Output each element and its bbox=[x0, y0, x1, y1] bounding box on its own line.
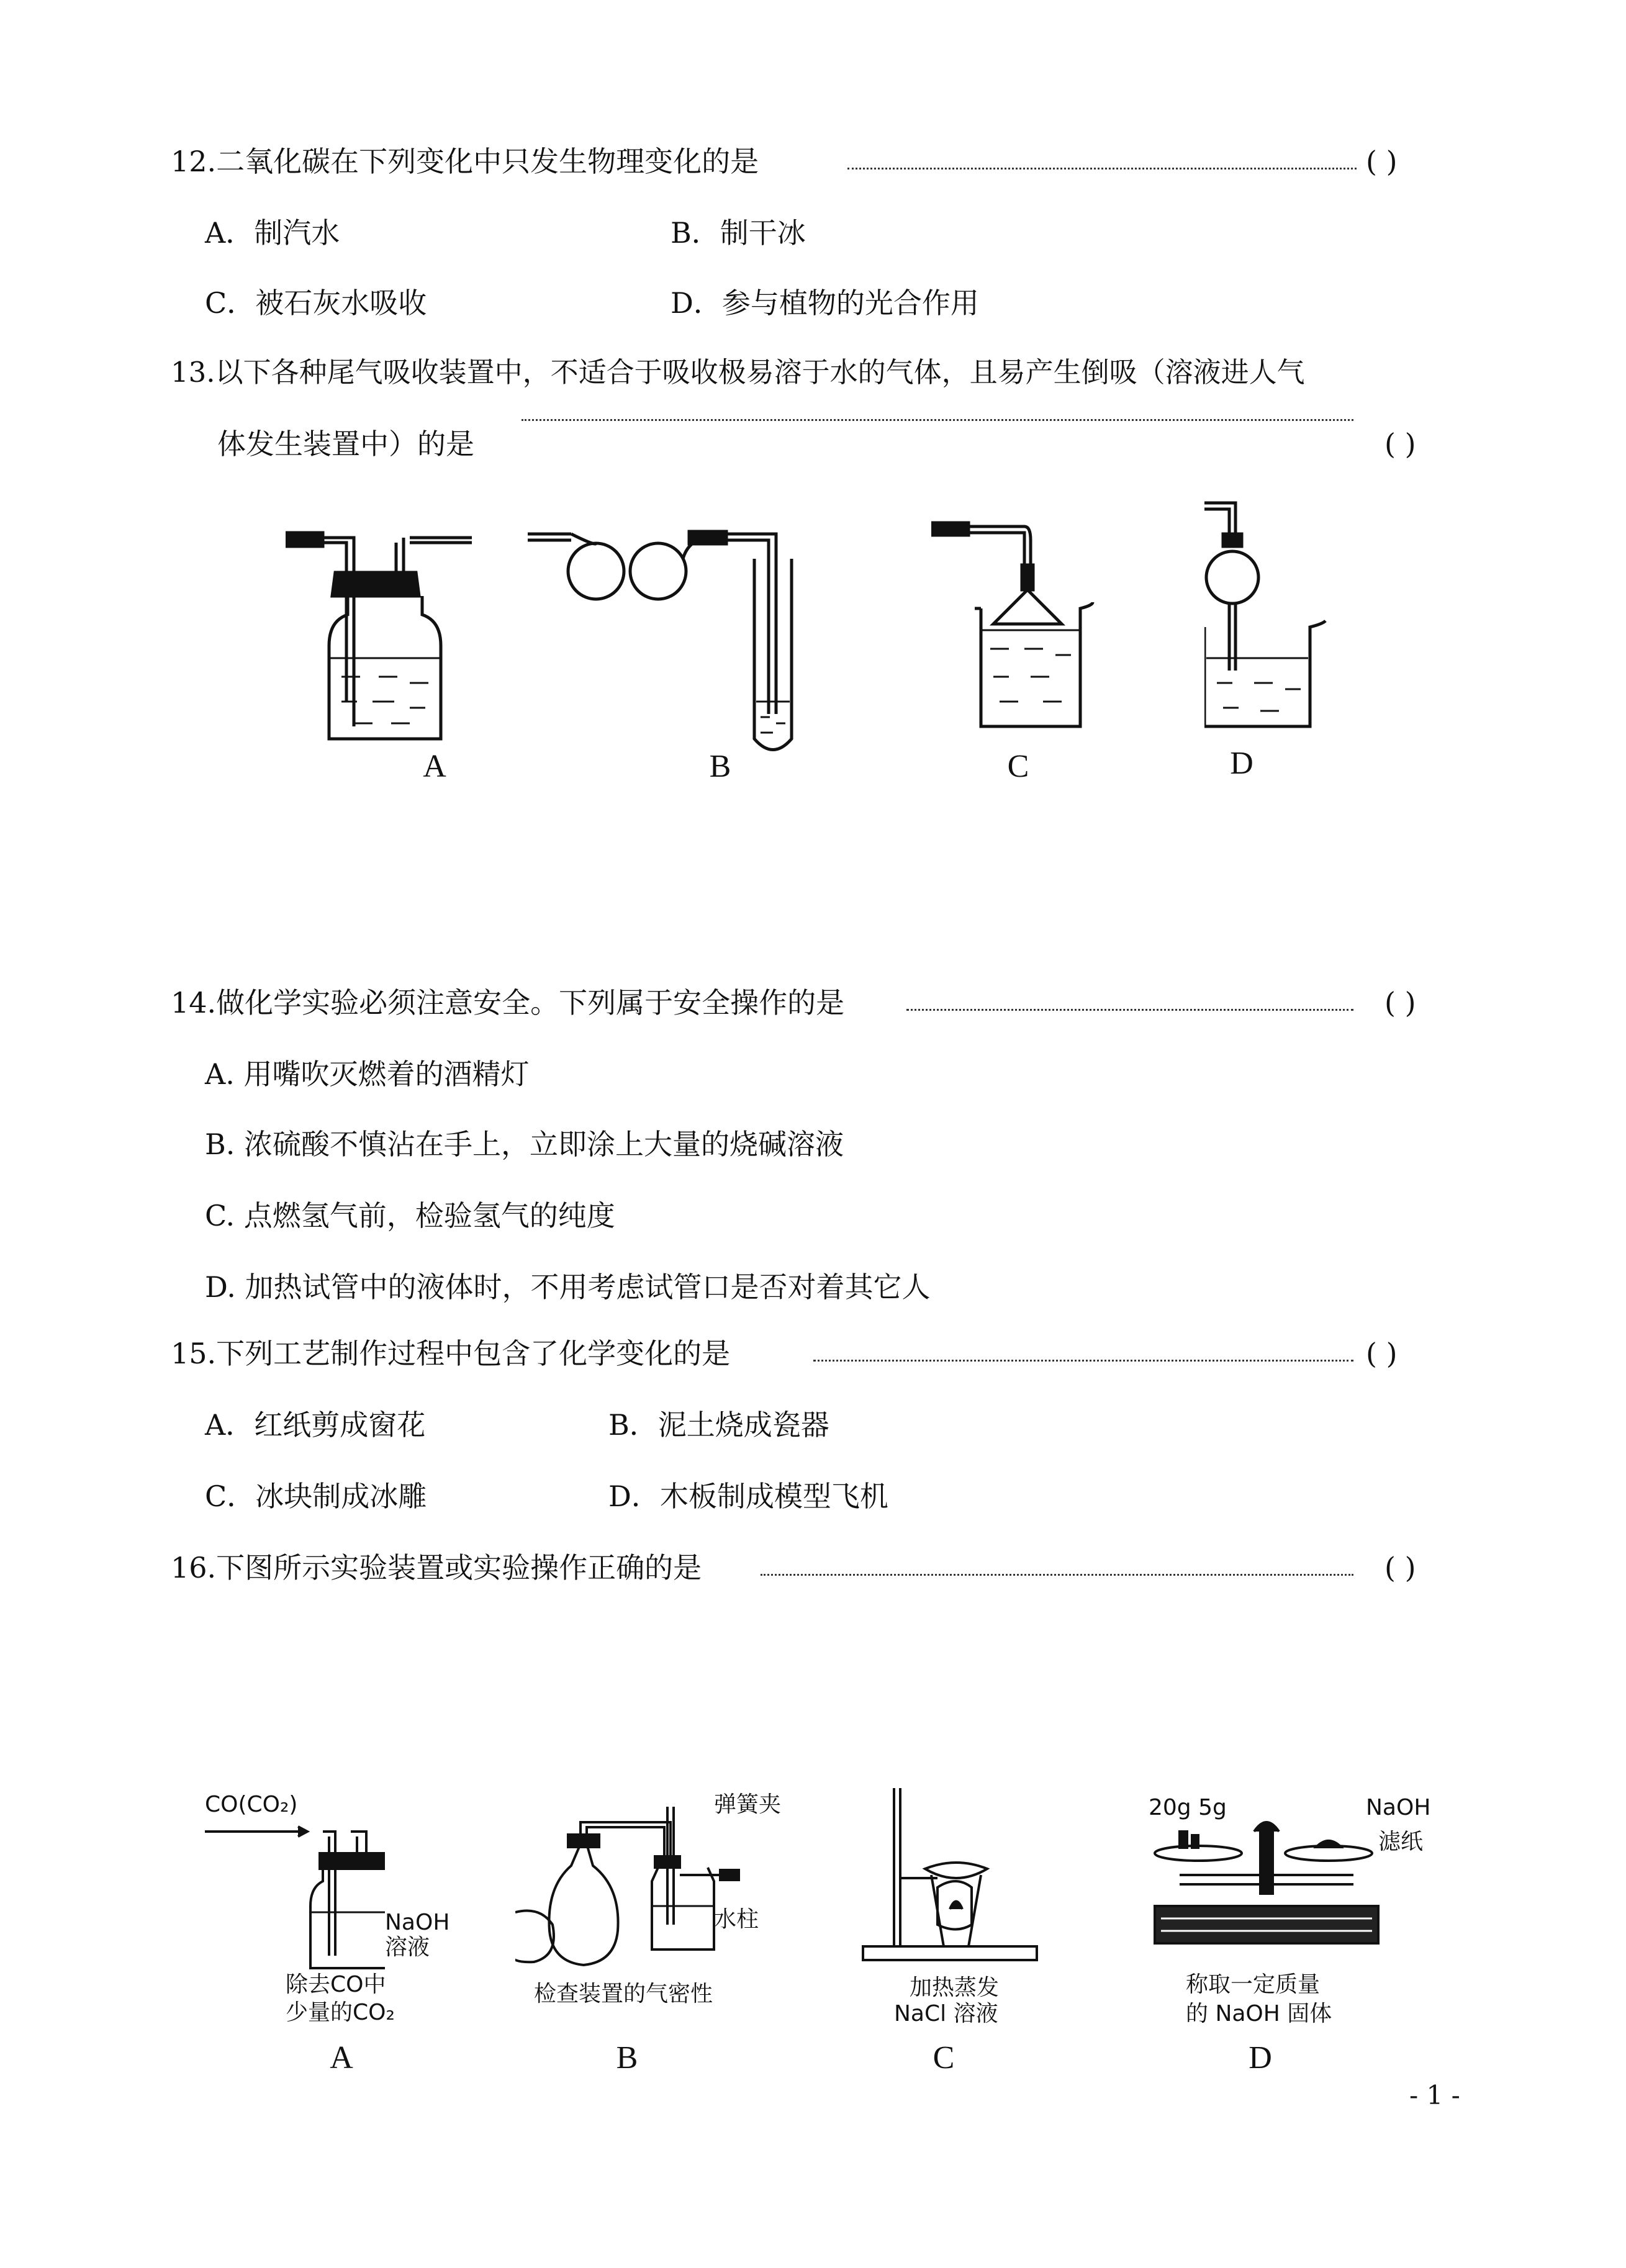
q16-dotted-leader bbox=[761, 1574, 1353, 1576]
q13-apparatus-a bbox=[286, 515, 497, 751]
q16d-caption-line1: 称取一定质量 bbox=[1186, 1972, 1321, 1997]
q15-stem: 15.下列工艺制作过程中包含了化学变化的是 bbox=[171, 1337, 731, 1370]
q13-apparatus-d bbox=[1204, 497, 1353, 745]
q15-option-d: D．木板制成模型飞机 bbox=[608, 1480, 888, 1513]
q16a-caption-line1: 除去CO中 bbox=[286, 1972, 386, 1997]
q13-label-b: B bbox=[709, 749, 731, 784]
q13-apparatus-c bbox=[931, 515, 1105, 751]
q16-apparatus-b bbox=[515, 1800, 776, 1981]
q14-option-d: D. 加热试管中的液体时，不用考虑试管口是否对着其它人 bbox=[205, 1270, 931, 1304]
q16d-naoh-label: NaOH bbox=[1366, 1795, 1431, 1820]
q16c-caption-line1: 加热蒸发 bbox=[910, 1975, 1000, 2000]
q16d-caption-line2: 的 NaOH 固体 bbox=[1186, 2001, 1332, 2026]
q16a-gas-label: CO(CO₂) bbox=[205, 1792, 298, 1817]
q15-option-b: B．泥土烧成瓷器 bbox=[608, 1408, 829, 1442]
q15-option-c: C．冰块制成冰雕 bbox=[205, 1480, 427, 1513]
q16-apparatus-a bbox=[199, 1819, 385, 1974]
q15-option-a: A．红纸剪成窗花 bbox=[205, 1408, 426, 1442]
q16-label-b: B bbox=[616, 2040, 638, 2076]
q16a-reagent-naoh: NaOH bbox=[385, 1910, 450, 1935]
q12-option-a: A．制汽水 bbox=[205, 216, 340, 250]
q16-label-c: C bbox=[933, 2040, 955, 2076]
q16a-reagent-solution: 溶液 bbox=[385, 1935, 430, 1960]
q12-option-d: D．参与植物的光合作用 bbox=[671, 286, 979, 320]
q16b-caption: 检查装置的气密性 bbox=[534, 1981, 713, 2007]
q14-dotted-leader bbox=[906, 1009, 1353, 1011]
q12-option-b: B．制干冰 bbox=[671, 216, 806, 250]
q15-answer-paren: ( ) bbox=[1366, 1337, 1398, 1370]
q14-answer-paren: ( ) bbox=[1384, 986, 1416, 1019]
q14-stem: 14.做化学实验必须注意安全。下列属于安全操作的是 bbox=[171, 986, 845, 1019]
q12-stem: 12.二氧化碳在下列变化中只发生物理变化的是 bbox=[171, 145, 759, 178]
q14-option-a: A. 用嘴吹灭燃着的酒精灯 bbox=[205, 1057, 530, 1091]
q16b-water-column-label: 水柱 bbox=[714, 1907, 759, 1932]
q13-stem-line2: 体发生装置中）的是 bbox=[217, 427, 474, 461]
q12-option-c: C．被石灰水吸收 bbox=[205, 286, 427, 320]
q13-apparatus-b bbox=[528, 509, 813, 757]
q16-stem: 16.下图所示实验装置或实验操作正确的是 bbox=[171, 1551, 702, 1584]
q13-answer-paren: ( ) bbox=[1384, 427, 1416, 461]
q16d-weights-label: 20g 5g bbox=[1149, 1795, 1227, 1820]
q12-answer-paren: ( ) bbox=[1366, 145, 1398, 178]
q16-label-a: A bbox=[330, 2040, 353, 2076]
page-number: - 1 - bbox=[1409, 2080, 1460, 2110]
q16b-spring-clip-label: 弹簧夹 bbox=[714, 1792, 782, 1817]
q13-dotted-leader bbox=[522, 419, 1353, 421]
q16d-filter-paper-label: 滤纸 bbox=[1378, 1829, 1424, 1855]
q13-label-d: D bbox=[1230, 746, 1253, 781]
q16a-caption-line2: 少量的CO₂ bbox=[286, 2000, 395, 2025]
q14-option-b: B. 浓硫酸不慎沾在手上，立即涂上大量的烧碱溶液 bbox=[205, 1127, 844, 1161]
q13-label-c: C bbox=[1007, 749, 1029, 784]
q13-stem-line1: 13.以下各种尾气吸收装置中，不适合于吸收极易溶于水的气体，且易产生倒吸（溶液进人气 bbox=[171, 356, 1305, 389]
q12-dotted-leader bbox=[847, 168, 1357, 169]
q15-dotted-leader bbox=[813, 1360, 1353, 1362]
q13-label-a: A bbox=[423, 749, 446, 784]
q14-option-c: C. 点燃氢气前，检验氢气的纯度 bbox=[205, 1199, 615, 1232]
q16-answer-paren: ( ) bbox=[1384, 1551, 1416, 1584]
q16-label-d: D bbox=[1249, 2040, 1272, 2076]
q16-apparatus-c bbox=[857, 1782, 1043, 1968]
q16-apparatus-d bbox=[1142, 1807, 1391, 1962]
q16c-caption-line2: NaCl 溶液 bbox=[894, 2001, 998, 2026]
